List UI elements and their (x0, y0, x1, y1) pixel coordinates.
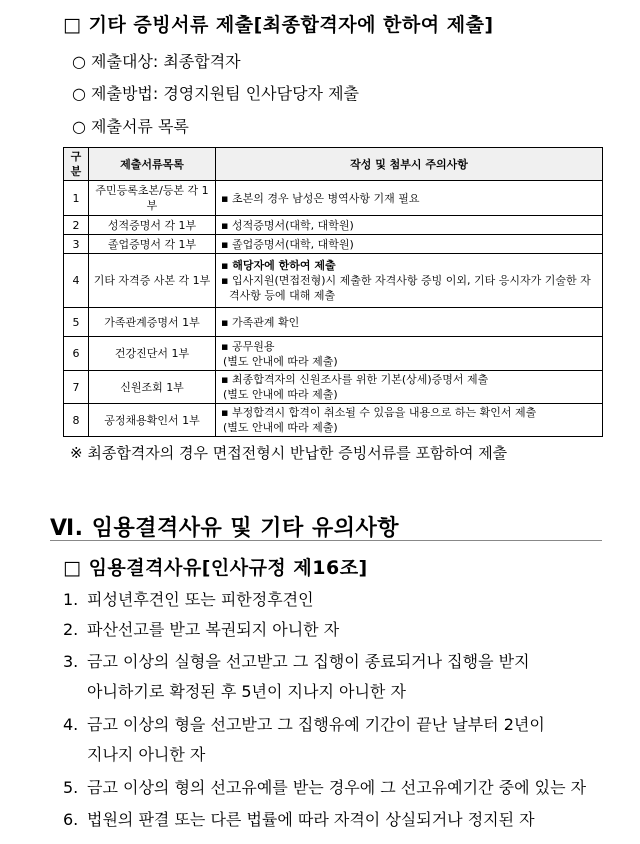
row-doc: 건강진단서 1부 (89, 337, 216, 371)
row-no: 1 (64, 181, 89, 216)
note-line: (별도 안내에 따라 제출) (223, 354, 338, 368)
list-item (63, 615, 608, 645)
note-line: (별도 안내에 따라 제출) (223, 388, 338, 401)
list-item-text: 법원의 판결 또는 다른 법률에 따라 자격이 상실되거나 정지된 자 (87, 810, 535, 829)
row-notes (216, 308, 603, 337)
table-header-row (64, 148, 603, 181)
note-line: ▪ 성적증명서(대학, 대학원) (221, 218, 354, 232)
section-heading-etc-docs: □ 기타 증빙서류 제출[최종합격자에 한하여 제출] (63, 14, 494, 36)
row-notes (216, 404, 603, 437)
section-heading-disqualification: □ 임용결격사유[인사규정 제16조] (63, 557, 368, 579)
header-notes: 작성 및 첨부시 주의사항 (216, 148, 603, 181)
list-item-number: 6. (63, 810, 79, 829)
table-row (64, 371, 603, 404)
list-item (63, 647, 608, 707)
row-no: 5 (64, 308, 89, 337)
row-notes (216, 181, 603, 216)
row-notes (216, 216, 603, 235)
note-line: ▪ 초본의 경우 남성은 병역사항 기재 필요 (221, 191, 420, 205)
list-item-text: 금고 이상의 실형을 선고받고 그 집행이 종료되거나 집행을 받지 (87, 652, 530, 671)
list-item (63, 773, 608, 803)
table-row (64, 254, 603, 308)
table-row (64, 404, 603, 437)
row-doc: 성적증명서 각 1부 (89, 216, 216, 235)
table-row (64, 308, 603, 337)
list-item-text-cont: 지나지 아니한 자 (87, 745, 206, 764)
table-row (64, 216, 603, 235)
list-item-number: 2. (63, 620, 79, 639)
row-no: 2 (64, 216, 89, 235)
row-no: 7 (64, 371, 89, 404)
row-doc: 졸업증명서 각 1부 (89, 235, 216, 254)
list-item-number: 5. (63, 778, 79, 797)
list-item (63, 710, 608, 770)
section-title-vi: Ⅵ. 임용결격사유 및 기타 유의사항 (50, 516, 399, 541)
list-item-number: 4. (63, 715, 79, 734)
list-item-number: 1. (63, 590, 79, 609)
note-line: ▪ 부정합격시 합격이 취소될 수 있음을 내용으로 하는 확인서 제출 (221, 406, 537, 419)
list-item (63, 585, 608, 615)
list-item-text: 파산선고를 받고 복권되지 아니한 자 (87, 620, 340, 639)
section-divider (50, 540, 602, 541)
header-no: 구분 (64, 148, 89, 181)
list-item-text: 금고 이상의 형을 선고받고 그 집행유예 기간이 끝난 날부터 2년이 (87, 715, 545, 734)
table-row (64, 337, 603, 371)
documents-table (63, 147, 603, 437)
row-doc: 가족관계증명서 1부 (89, 308, 216, 337)
row-notes (216, 371, 603, 404)
row-notes (216, 235, 603, 254)
row-doc: 공정채용확인서 1부 (89, 404, 216, 437)
row-no: 3 (64, 235, 89, 254)
list-item-number: 3. (63, 652, 79, 671)
row-notes (216, 254, 603, 308)
list-item (63, 805, 608, 835)
header-doc: 제출서류목록 (89, 148, 216, 181)
table-footnote: ※ 최종합격자의 경우 면접전형시 반납한 증빙서류를 포함하여 제출 (70, 444, 508, 462)
note-line: ▪ 가족관계 확인 (221, 315, 300, 329)
table-row (64, 181, 603, 216)
bullet-doc-list: ○ 제출서류 목록 (72, 117, 189, 136)
note-line: ▪ 공무원용 (221, 339, 275, 353)
row-no: 6 (64, 337, 89, 371)
note-line: ▪ 최종합격자의 신원조사를 위한 기본(상세)증명서 제출 (221, 373, 489, 386)
list-item-text: 금고 이상의 형의 선고유예를 받는 경우에 그 선고유예기간 중에 있는 자 (87, 778, 587, 797)
row-no: 4 (64, 254, 89, 308)
row-no: 8 (64, 404, 89, 437)
bullet-method: ○ 제출방법: 경영지원팀 인사담당자 제출 (72, 84, 359, 103)
note-line: (별도 안내에 따라 제출) (223, 421, 338, 434)
note-line: ▪ 졸업증명서(대학, 대학원) (221, 237, 354, 251)
list-item-text-cont: 아니하기로 확정된 후 5년이 지나지 아니한 자 (87, 682, 406, 701)
note-line: ▪ 입사지원(면접전형)시 제출한 자격사항 증빙 이외, 기타 응시자가 기술한 자격사항 등에 대해 제출 (221, 274, 591, 302)
note-line: ▪ 해당자에 한하여 제출 (221, 259, 336, 272)
row-notes (216, 337, 603, 371)
list-item-text: 피성년후견인 또는 피한정후견인 (87, 590, 314, 609)
row-doc: 주민등록초본/등본 각 1부 (89, 181, 216, 216)
table-row (64, 235, 603, 254)
row-doc: 신원조회 1부 (89, 371, 216, 404)
row-doc: 기타 자격증 사본 각 1부 (89, 254, 216, 308)
bullet-target: ○ 제출대상: 최종합격자 (72, 52, 241, 71)
